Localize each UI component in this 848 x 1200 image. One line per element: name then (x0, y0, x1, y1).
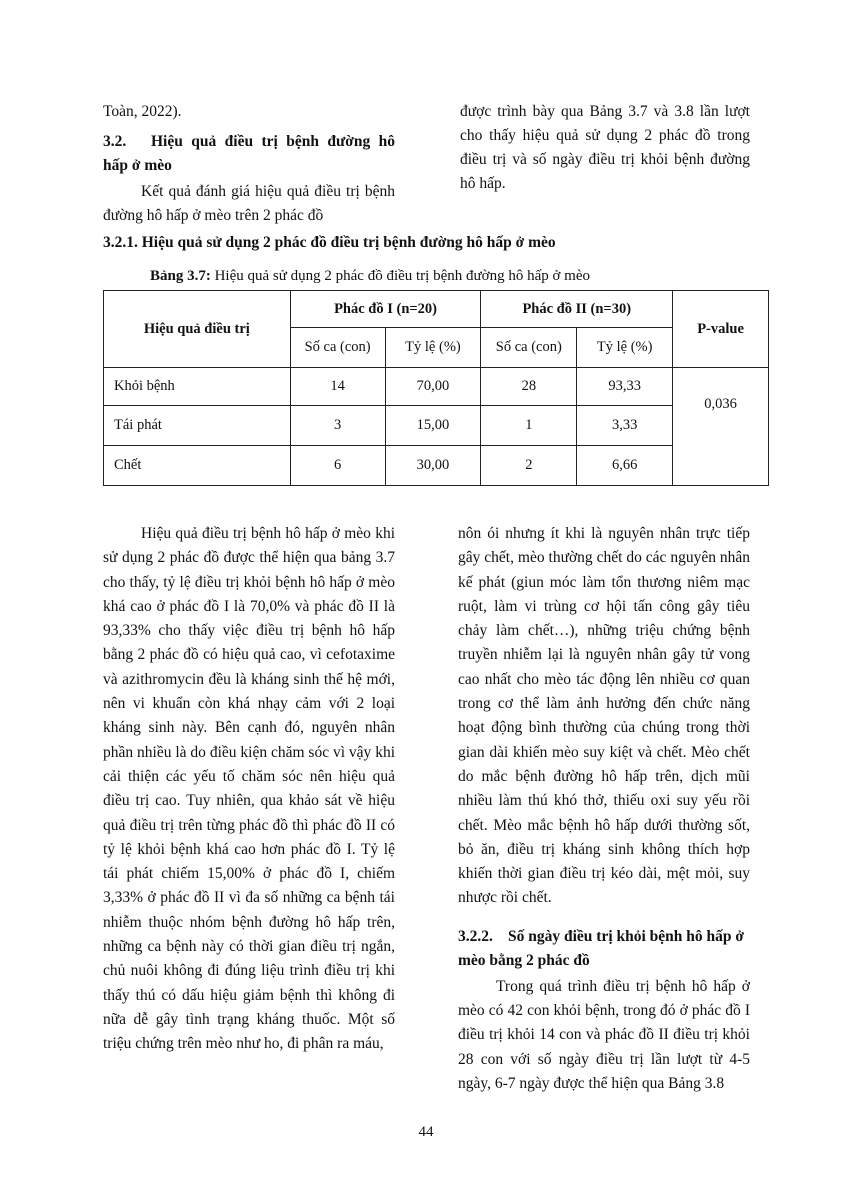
row-label: Tái phát (104, 406, 291, 446)
intro-paragraph: Kết quả đánh giá hiệu quả điều trị bệnh đường hô hấp ở mèo trên 2 phác đồ (103, 183, 395, 224)
table-caption (150, 268, 590, 285)
row-label: Khỏi bệnh (104, 368, 291, 406)
left-column-body (103, 522, 395, 1057)
cell-p1-rate: 30,00 (385, 446, 481, 486)
table-caption-label: Bảng 3.7: (150, 268, 211, 284)
cell-p2-count: 2 (481, 446, 577, 486)
cell-p1-count: 6 (290, 446, 385, 486)
treatment-days-paragraph: Trong quá trình điều trị bệnh hô hấp ở mèo có 42 con khỏi bệnh, trong đó ở phác đồ I điều trị khỏi 14 con và phác đồ II điều trị khỏi 28 con với số ngày điều trị lần lượt từ 4-5 ngày, 6-7 ngày được thể hiện qua Bảng 3.8 (458, 977, 750, 1092)
right-column-top (460, 100, 750, 196)
subheader-count-2: Số ca (con) (481, 328, 577, 368)
header-regimen-1: Phác đồ I (n=20) (290, 291, 481, 328)
table-row (104, 446, 769, 486)
cell-p2-rate: 93,33 (577, 368, 673, 406)
subheader-rate-1: Tỷ lệ (%) (385, 328, 481, 368)
subsection-title: Số ngày điều trị khỏi bệnh hô hấp ở mèo bằng 2 phác đồ (458, 927, 744, 969)
subsection-heading-3-2-1: 3.2.1. Hiệu quả sử dụng 2 phác đồ điều trị bệnh đường hô hấp ở mèo (103, 234, 556, 251)
header-pvalue: P-value (673, 291, 769, 368)
results-table (103, 290, 769, 486)
subheader-rate-2: Tỷ lệ (%) (577, 328, 673, 368)
cell-p1-count: 3 (290, 406, 385, 446)
table-row (104, 406, 769, 446)
section-heading-3-2 (103, 130, 395, 178)
discussion-paragraph-continued: nôn ói nhưng ít khi là nguyên nhân trực tiếp gây chết, mèo thường chết do các nguyên nhân kế phát (giun móc làm tổn thương niêm mạc ruột, làm vi trùng cơ hội tấn công gây tiêu chảy làm chết…), những triệu chứng bệnh truyền nhiễm lại là nguyên nhân gây tử vong cao nhất cho mèo tác động lên nhiều cơ quan trong cơ thể làm ảnh hưởng đến chức năng hoạt động bình thường của chúng trong thời gian dài khiến mèo suy kiệt và chết. Mèo chết do mắc bệnh đường hô hấp trên, dịch mũi nhiều làm thú khó thở, thiếu oxi suy yếu rồi chết. Mèo mắc bệnh hô hấp dưới thường sốt, bỏ ăn, điều trị kháng sinh không thích hợp khiến thời gian điều trị kéo dài, mệt mỏi, suy nhược rồi chết. (458, 525, 750, 907)
cell-pvalue: 0,036 (673, 368, 769, 486)
intro-paragraph-continued: được trình bày qua Bảng 3.7 và 3.8 lần lượt cho thấy hiệu quả sử dụng 2 phác đồ trong điều trị và số ngày điều trị khỏi bệnh đường hô hấp. (460, 103, 750, 192)
right-column-body (458, 522, 750, 1096)
citation-end: Toàn, 2022). (103, 103, 182, 120)
cell-p2-count: 1 (481, 406, 577, 446)
header-regimen-2: Phác đồ II (n=30) (481, 291, 673, 328)
header-effect: Hiệu quả điều trị (104, 291, 291, 368)
cell-p1-rate: 70,00 (385, 368, 481, 406)
subsection-number: 3.2.2. (458, 927, 493, 945)
discussion-paragraph: Hiệu quả điều trị bệnh hô hấp ở mèo khi sử dụng 2 phác đồ được thể hiện qua bảng 3.7 cho thấy, tỷ lệ điều trị khỏi bệnh hô hấp ở mèo khá cao ở phác đồ I là 70,0% và phác đồ II là 93,33% cho thấy việc điều trị bệnh hô hấp bằng 2 phác đồ có hiệu quả cao, vì cefotaxime và azithromycin đều là kháng sinh thế hệ mới, nên vi khuẩn còn khá nhạy cảm với 2 loại kháng sinh này. Bên cạnh đó, nguyên nhân phần nhiều là do điều kiện chăm sóc vì vậy khi cải thiện các yếu tố chăm sóc nên hiệu quả điều trị cao. Tuy nhiên, qua khảo sát về hiệu quả điều trị trên từng phác đồ thì phác đồ II có tỷ lệ khỏi bệnh khá cao hơn phác đồ I. Tỷ lệ tái phát chiếm 15,00% ở phác đồ I, chiếm 3,33% ở phác đồ II vì đa số những ca bệnh tái nhiễm thuộc nhóm bệnh đường hô hấp trên, những ca bệnh này có thời gian điều trị ngắn, chủ nuôi không đi đúng liệu trình điều trị khi thấy thú có dấu hiệu giảm bệnh thì không đi nữa dễ gây tình trạng kháng thuốc. Một số triệu chứng trên mèo như ho, đi phân ra máu, (103, 525, 395, 1053)
cell-p1-rate: 15,00 (385, 406, 481, 446)
subheader-count-1: Số ca (con) (290, 328, 385, 368)
page-number: 44 (418, 1124, 434, 1140)
section-number: 3.2. (103, 133, 127, 150)
row-label: Chết (104, 446, 291, 486)
cell-p1-count: 14 (290, 368, 385, 406)
section-title: Hiệu quả điều trị bệnh đường hô hấp ở mèo (103, 133, 395, 174)
cell-p2-rate: 6,66 (577, 446, 673, 486)
cell-p2-rate: 3,33 (577, 406, 673, 446)
cell-p2-count: 28 (481, 368, 577, 406)
table-row (104, 368, 769, 406)
subsection-heading-3-2-2 (458, 925, 750, 973)
table-caption-text: Hiệu quả sử dụng 2 phác đồ điều trị bệnh đường hô hấp ở mèo (210, 268, 590, 284)
left-column-top (103, 100, 395, 228)
